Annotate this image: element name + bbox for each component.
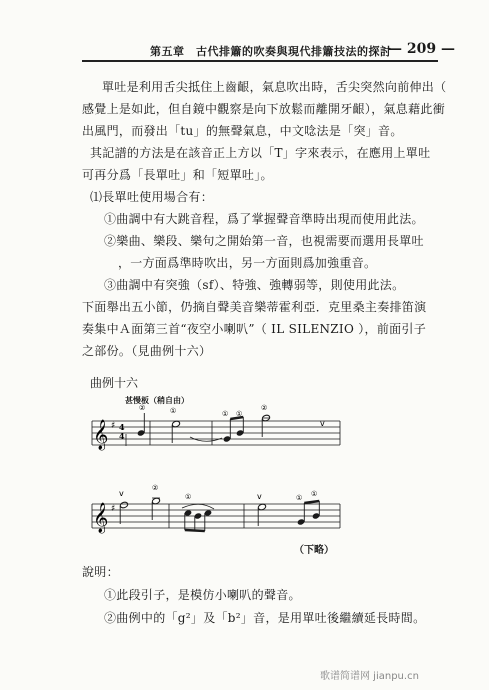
list-heading: ⑴長單吐使用場合有：	[90, 190, 214, 204]
list-item: ③曲調中有突強（sf）、特強、強轉弱等，則使用此法。	[104, 278, 405, 292]
accent-mark: v	[320, 419, 325, 428]
staff-2	[92, 504, 340, 528]
paragraph-line: 之部份。（見曲例十六）	[82, 344, 212, 358]
list-item: ①曲調中有大跳音程，爲了掌握聲音準時出現而使用此法。	[104, 212, 424, 226]
paragraph-line: 可再分爲「長單吐」和「短單吐」。	[82, 168, 273, 182]
list-item: ，一方面爲準時吹出，另一方面則爲加強重音。	[118, 256, 377, 270]
list-item: ②樂曲、樂段、樂句之開始第一音，也視需要而選用長單吐	[104, 234, 424, 248]
explanation-heading: 說明：	[82, 565, 119, 579]
articulation-mark: ②	[261, 404, 268, 412]
treble-clef-icon: 𝄞	[93, 420, 109, 450]
measure-1-marks	[139, 404, 325, 428]
articulation-mark: ①	[222, 410, 229, 418]
treble-clef-icon: 𝄞	[93, 503, 109, 533]
accent-mark: v	[119, 489, 124, 498]
time-signature-bottom: 4	[119, 431, 125, 441]
watermark: 歌谱简谱网 jianpu.cn	[320, 671, 419, 682]
articulation-mark: ①	[311, 490, 318, 498]
measure-2-notes	[120, 497, 321, 531]
articulation-mark: ①	[296, 494, 303, 502]
articulation-mark: ①	[185, 493, 192, 501]
sharp-icon: ♯	[111, 504, 116, 514]
measure-1-notes	[126, 413, 270, 446]
paragraph-line: 感覺上是如此，但自鏡中觀察是向下放鬆而離開牙齦），氣息藉此衝	[82, 102, 446, 116]
example-caption: 曲例十六	[90, 376, 139, 390]
time-signature-top: 4	[119, 422, 125, 432]
paragraph-line: 出風門，而發出「tu」的無聲氣息，中文唸法是「突」音。	[82, 124, 403, 138]
explanation-item: ②曲例中的「g²」及「b²」音，是用單吐後繼續延長時間。	[104, 611, 426, 625]
paragraph-line: 奏集中Ａ面第三首“夜空小喇叭”（ IL SILENZIO ），前面引子	[82, 322, 427, 336]
paragraph-line: 下面舉出五小節，仍摘自聲美音樂蒂霍利亞．克里桑主奏排笛演	[82, 300, 427, 314]
accent-mark: v	[257, 492, 262, 501]
measure-2-marks	[119, 484, 317, 502]
omission-note: （下略）	[294, 545, 334, 556]
articulation-mark: ①	[236, 410, 243, 418]
page-number: — 209 —	[388, 41, 455, 57]
articulation-mark: ①	[170, 407, 177, 415]
staff-1	[92, 421, 340, 445]
paragraph-line: 單吐是利用舌尖抵住上齒齦，氣息吹出時，舌尖突然向前伸出（	[102, 80, 447, 94]
tempo-marking: 甚慢板（稍自由）	[125, 395, 189, 405]
chapter-header: 第五章 古代排簫的吹奏與現代排簫技法的探討	[150, 45, 392, 58]
paragraph-line: 其記譜的方法是在該音正上方以「T」字來表示，在應用上單吐	[90, 146, 431, 160]
explanation-item: ①此段引子，是模仿小喇叭的聲音。	[104, 588, 301, 602]
articulation-mark: ②	[152, 484, 159, 492]
articulation-mark: ②	[139, 404, 146, 412]
sharp-icon: ♯	[111, 421, 116, 431]
